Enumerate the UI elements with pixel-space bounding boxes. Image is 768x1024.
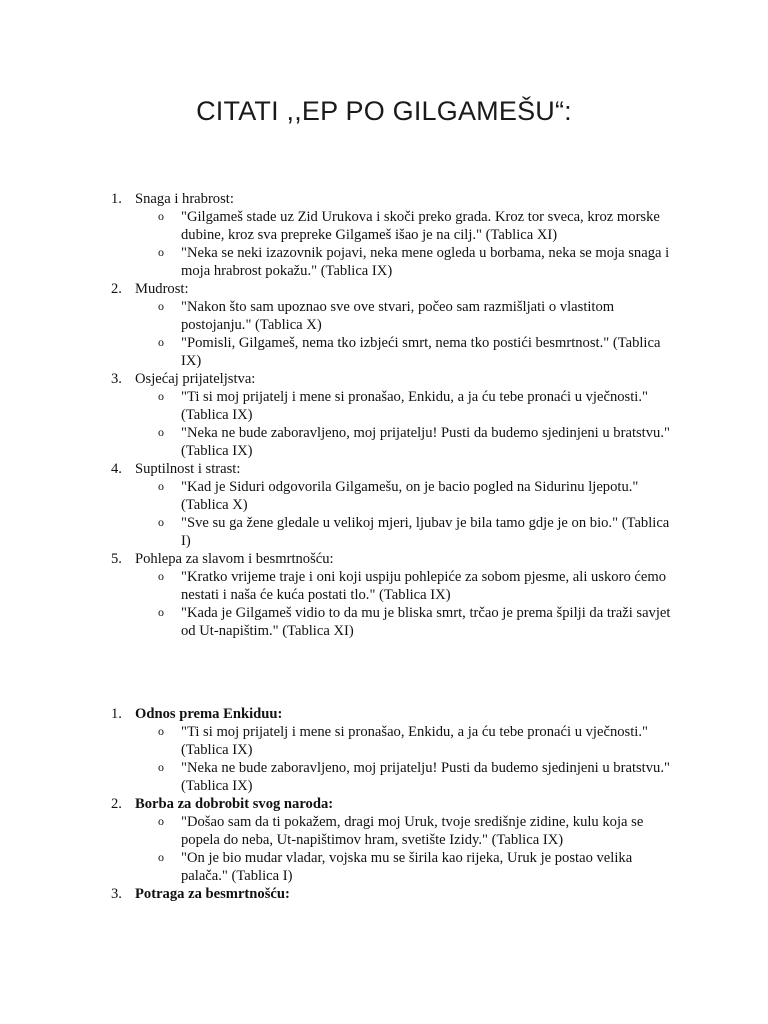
item-number: 2.	[111, 281, 122, 297]
quote-item	[135, 478, 681, 514]
circle-bullet-icon: o	[158, 605, 164, 619]
circle-bullet-icon: o	[158, 299, 164, 313]
quote-item	[135, 723, 681, 759]
quote-item	[135, 813, 681, 849]
quote-text: "Došao sam da ti pokažem, dragi moj Uruk, tvoje središnje zidine, kulu koja se popela do neba, Ut-napištimov hram, svetište Izidy." (Tablica IX)	[181, 814, 644, 848]
circle-bullet-icon: o	[158, 389, 164, 403]
quote-text: "Neka ne bude zaboravljeno, moj prijatelju! Pusti da budemo sjedinjeni u bratstvu." (Tablica IX)	[181, 425, 670, 459]
circle-bullet-icon: o	[158, 515, 164, 529]
list-item	[111, 795, 681, 885]
item-number: 1.	[111, 191, 122, 207]
item-heading: Mudrost:	[135, 281, 189, 297]
item-number: 5.	[111, 551, 122, 567]
quote-item	[135, 244, 681, 280]
quote-item	[135, 424, 681, 460]
list-item	[111, 460, 681, 550]
item-number: 4.	[111, 461, 122, 477]
circle-bullet-icon: o	[158, 814, 164, 828]
sub-list	[135, 723, 681, 795]
list-item	[111, 550, 681, 640]
quote-text: "Neka se neki izazovnik pojavi, neka mene ogleda u borbama, neka se moja snaga i moja hrabrost pokažu." (Tablica IX)	[181, 245, 670, 279]
sub-list	[135, 813, 681, 885]
quote-text: "Gilgameš stade uz Zid Urukova i skoči preko grada. Kroz tor sveca, kroz morske dubine, kroz sva prepreke Gilgameš išao je na cilj." (Tablica XI)	[181, 209, 660, 243]
document-title: CITATI ,,EP PO GILGAMEŠU“:	[196, 96, 572, 126]
quote-text: "Kada je Gilgameš vidio to da mu je bliska smrt, trčao je prema špilji da traži savjet od Ut-napištim." (Tablica XI)	[181, 605, 671, 639]
sub-list	[135, 298, 681, 370]
quote-text: "Sve su ga žene gledale u velikoj mjeri, ljubav je bila tamo gdje je on bio." (Tablica I)	[181, 515, 670, 549]
item-number: 1.	[111, 706, 122, 722]
circle-bullet-icon: o	[158, 724, 164, 738]
quote-item	[135, 298, 681, 334]
quote-item	[135, 388, 681, 424]
quote-text: "Ti si moj prijatelj i mene si pronašao, Enkidu, a ja ću tebe pronaći u vječnosti." (Tablica IX)	[181, 389, 648, 423]
sub-list	[135, 388, 681, 460]
list-item	[111, 370, 681, 460]
sub-list	[135, 568, 681, 640]
quote-text: "Neka ne bude zaboravljeno, moj prijatelju! Pusti da budemo sjedinjeni u bratstvu." (Tablica IX)	[181, 760, 670, 794]
circle-bullet-icon: o	[158, 479, 164, 493]
circle-bullet-icon: o	[158, 850, 164, 864]
list-item	[111, 885, 681, 903]
quote-text: "Kad je Siduri odgovorila Gilgamešu, on je bacio pogled na Sidurinu ljepotu." (Tablica X)	[181, 479, 639, 513]
list-item	[111, 705, 681, 795]
circle-bullet-icon: o	[158, 335, 164, 349]
item-heading: Snaga i hrabrost:	[135, 191, 234, 207]
quote-text: "Kratko vrijeme traje i oni koji uspiju pohlepiće za sobom pjesme, ali uskoro ćemo nestati i naša će kuća postati tlo." (Tablica IX)	[181, 569, 666, 603]
sub-list	[135, 478, 681, 550]
quote-item	[135, 849, 681, 885]
circle-bullet-icon: o	[158, 209, 164, 223]
quote-item	[135, 514, 681, 550]
sub-list	[135, 208, 681, 280]
quote-text: "Ti si moj prijatelj i mene si pronašao, Enkidu, a ja ću tebe pronaći u vječnosti." (Tablica IX)	[181, 724, 648, 758]
circle-bullet-icon: o	[158, 569, 164, 583]
item-number: 2.	[111, 796, 122, 812]
circle-bullet-icon: o	[158, 425, 164, 439]
quote-list-traits	[111, 190, 681, 640]
item-heading: Suptilnost i strast:	[135, 461, 241, 477]
quote-item	[135, 604, 681, 640]
quote-text: "Pomisli, Gilgameš, nema tko izbjeći smrt, nema tko postići besmrtnost." (Tablica IX)	[181, 335, 661, 369]
circle-bullet-icon: o	[158, 245, 164, 259]
circle-bullet-icon: o	[158, 760, 164, 774]
item-heading: Potraga za besmrtnošću:	[135, 886, 290, 902]
quote-text: "On je bio mudar vladar, vojska mu se širila kao rijeka, Uruk je postao velika palača." (Tablica I)	[181, 850, 633, 884]
quote-item	[135, 334, 681, 370]
list-item	[111, 280, 681, 370]
list-item	[111, 190, 681, 280]
item-number: 3.	[111, 371, 122, 387]
quote-item	[135, 759, 681, 795]
quote-text: "Nakon što sam upoznao sve ove stvari, počeo sam razmišljati o vlastitom postojanju." (Tablica X)	[181, 299, 615, 333]
item-heading: Odnos prema Enkiduu:	[135, 706, 283, 722]
quote-item	[135, 208, 681, 244]
item-number: 3.	[111, 886, 122, 902]
item-heading: Pohlepa za slavom i besmrtnošću:	[135, 551, 334, 567]
quote-list-themes	[111, 705, 681, 903]
quote-item	[135, 568, 681, 604]
item-heading: Borba za dobrobit svog naroda:	[135, 796, 334, 812]
item-heading: Osjećaj prijateljstva:	[135, 371, 256, 387]
